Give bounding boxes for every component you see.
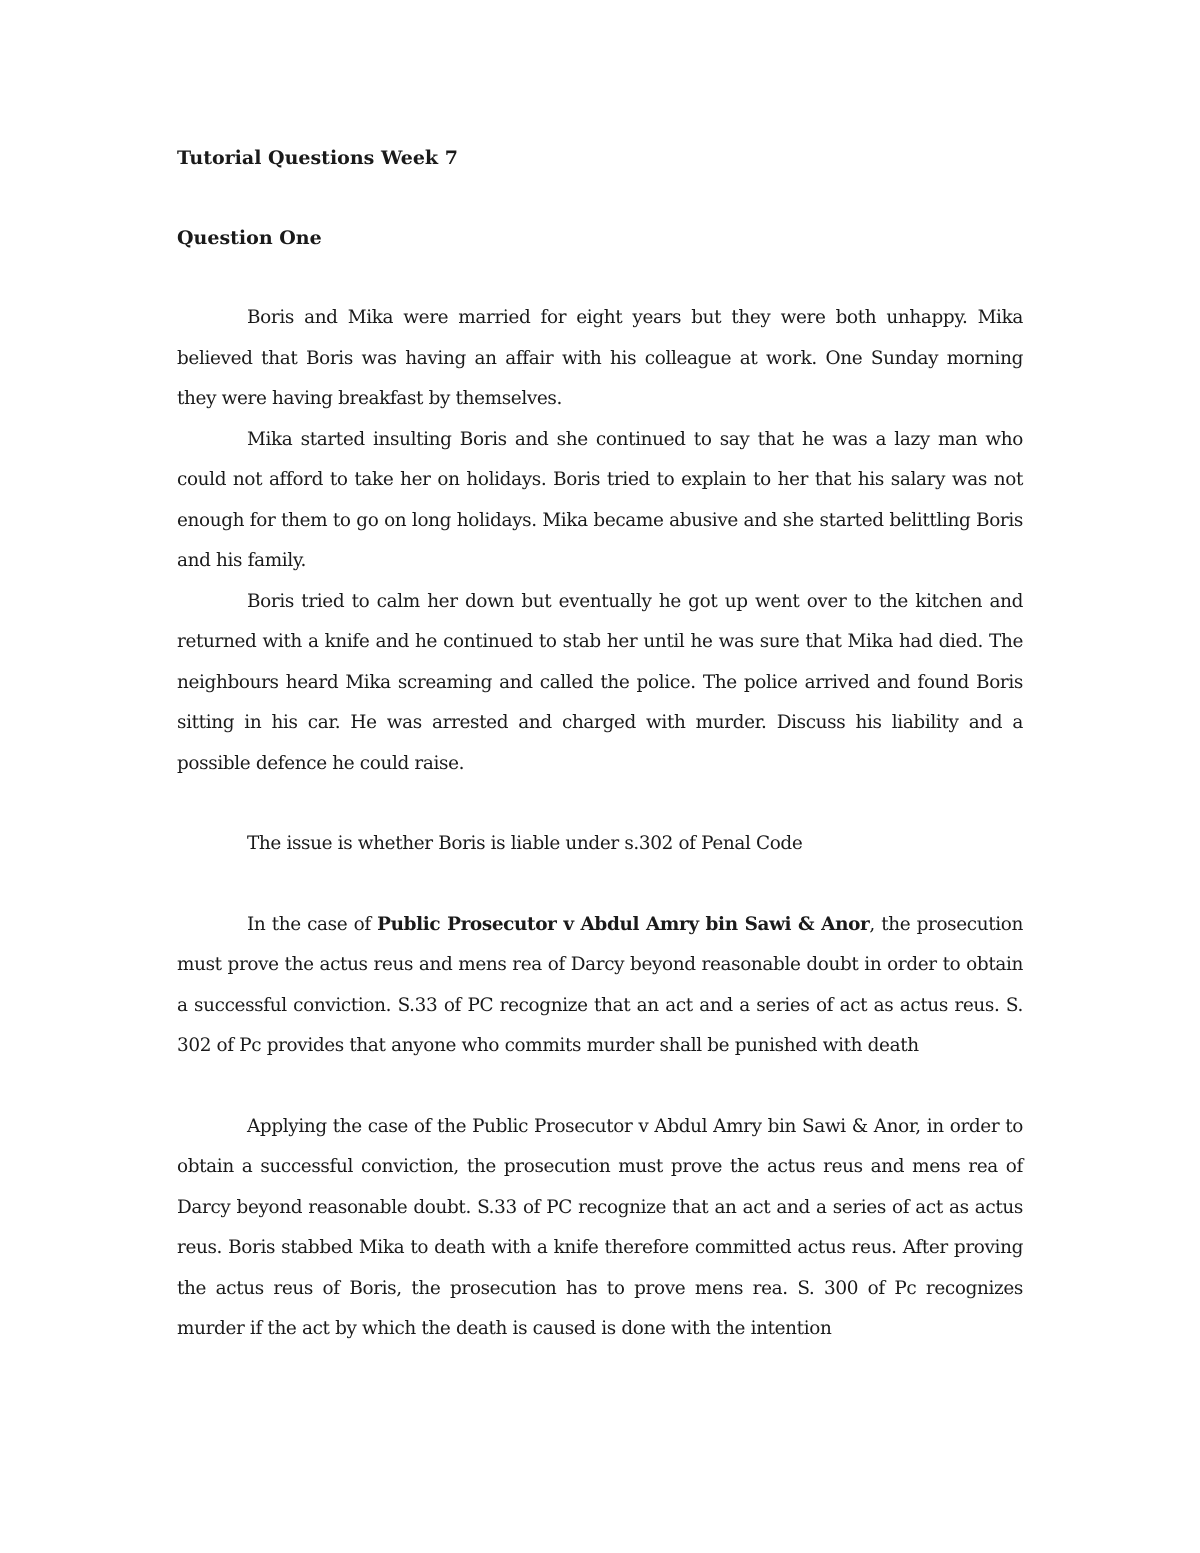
document-body	[177, 138, 1023, 1350]
scenario-paragraph-1: Boris and Mika were married for eight years but they were both unhappy. Mika believed that Boris was having an affair with his colleague at work. One Sunday morning they were having breakfast by themselves.	[177, 307, 1023, 409]
case-name: Public Prosecutor v Abdul Amry bin Sawi & Anor	[377, 913, 870, 935]
question-heading: Question One	[177, 227, 322, 249]
application-paragraph: Applying the case of the Public Prosecutor v Abdul Amry bin Sawi & Anor, in order to obtain a successful conviction, the prosecution must prove the actus reus and mens rea of Darcy beyond reasonable doubt. S.33 of PC recognize that an act and a series of act as actus reus. Boris stabbed Mika to death with a knife therefore committed actus reus. After proving the actus reus of Boris, the prosecution has to prove mens rea. S. 300 of Pc recognizes murder if the act by which the death is caused is done with the intention	[177, 1115, 1023, 1339]
document-title: Tutorial Questions Week 7	[177, 147, 458, 169]
law-paragraph	[177, 905, 1023, 1067]
law-prefix: In the case of	[247, 913, 378, 935]
scenario-paragraph-2: Mika started insulting Boris and she continued to say that he was a lazy man who could not afford to take her on holidays. Boris tried to explain to her that his salary was not enough for them to go on long holidays. Mika became abusive and she started belittling Boris and his family.	[177, 428, 1023, 571]
scenario-paragraph-3: Boris tried to calm her down but eventually he got up went over to the kitchen and returned with a knife and he continued to stab her until he was sure that Mika had died. The neighbours heard Mika screaming and called the police. The police arrived and found Boris sitting in his car. He was arrested and charged with murder. Discuss his liability and a possible defence he could raise.	[177, 590, 1023, 774]
law-rest: , the prosecution must prove the actus reus and mens rea of Darcy beyond reasonable doubt in order to obtain a successful conviction. S.33 of PC recognize that an act and a series of act as actus reus. S. 302 of Pc provides that anyone who commits murder shall be punished with death	[177, 913, 1024, 1056]
issue-paragraph: The issue is whether Boris is liable under s.302 of Penal Code	[247, 833, 803, 854]
